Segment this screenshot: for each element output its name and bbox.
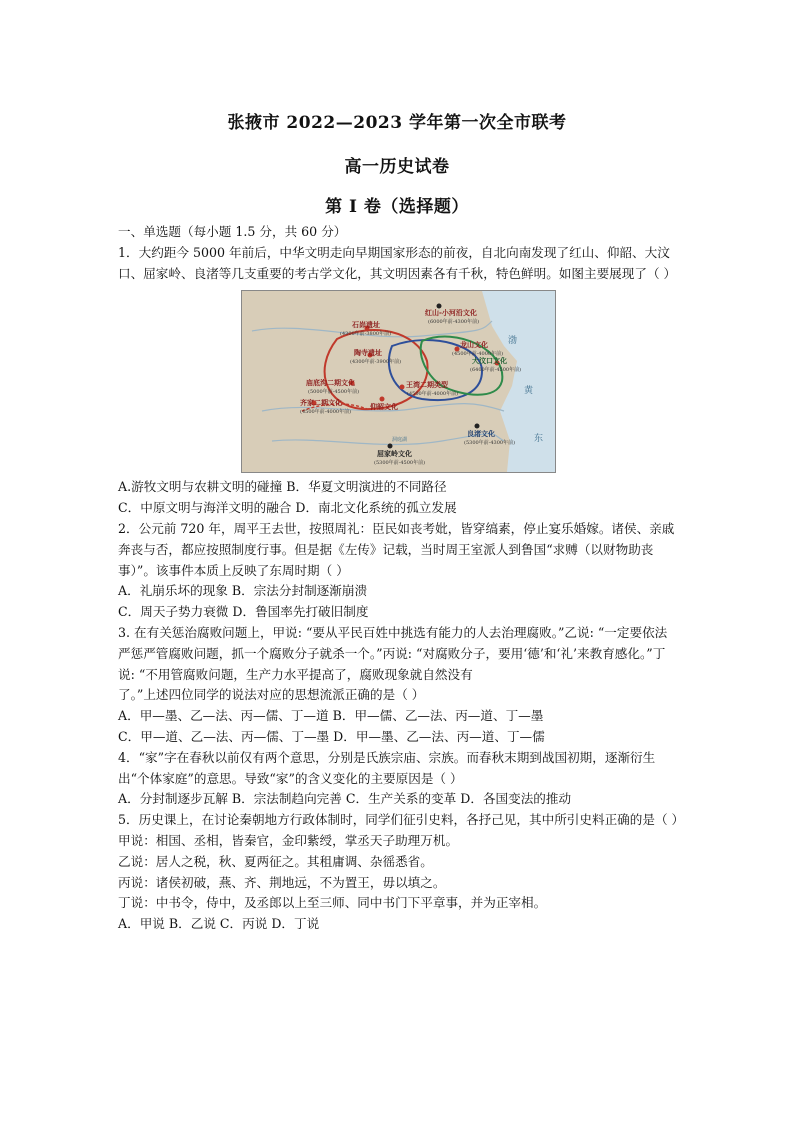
map-label: (4500年前-4000年前) (452, 351, 504, 358)
map-label: (5000年前-4500年前) (308, 389, 360, 396)
exam-title: 张掖市 2022—2023 学年第一次全市联考 (227, 113, 567, 133)
q5-stem: 5．历史课上，在讨论秦朝地方行政体制时，同学们征引史料，各抒己见，其中所引史料正确的是（ ） (118, 812, 685, 828)
map-label: 齐家二期文化 (300, 398, 342, 408)
map-label: 石峁遗址 (352, 320, 380, 330)
map-label: (6400年前-4500年前) (470, 367, 522, 374)
q3-stem-line2: 了。”上述四位同学的说法对应的思想流派正确的是（ ） (118, 687, 425, 703)
map-label: (4500年前-4000年前) (300, 409, 352, 416)
q5-statement-ding: 丁说：中书令，侍中，及丞郎以上至三师、同中书门下平章事，并为正宰相。 (118, 895, 547, 911)
map-label: 屈家岭文化 (377, 449, 412, 459)
q5-statement-yi: 乙说：居人之税，秋、夏两征之。其租庸调、杂徭悉省。 (118, 853, 433, 869)
map-label: 仰韶文化 (370, 402, 398, 412)
map-label: (4500年前-4000年前) (407, 391, 459, 398)
q2-options-line2: C．周天子势力衰微 D．鲁国率先打破旧制度 (118, 604, 369, 620)
q1-options-line1: A.游牧文明与农耕文明的碰撞 B．华夏文明演进的不同路径 (118, 479, 447, 495)
q5-options: A．甲说 B．乙说 C．丙说 D．丁说 (118, 916, 320, 932)
map-label: 大汶口文化 (472, 356, 507, 366)
map-label: (4300年前-3900年前) (350, 359, 402, 366)
section-intro: 一、单选题（每小题 1.5 分，共 60 分） (118, 224, 347, 239)
q4-options: A．分封制逐步瓦解 B．宗法制趋向完善 C．生产关系的变革 D．各国变法的推动 (118, 791, 572, 807)
q2-options-line1: A．礼崩乐坏的现象 B．宗法分封制逐渐崩溃 (118, 583, 368, 599)
map-label: 红山-小河沿文化 (425, 308, 477, 318)
q3-stem-line1: 3. 在有关惩治腐败问题上，甲说: “要从平民百姓中挑选有能力的人去治理腐败。”乙说: “一定要依法严惩严管腐败问题，抓一个腐败分子就杀一个。”丙说: “对腐败分子，要用‘德’和‘礼’来教育感化。”丁说: “不用管腐败问题，生产力水平提高了，腐败现象就自然没有 (118, 624, 668, 682)
map-sea-label: 东 (534, 434, 544, 445)
map-sea-label: 黄 (524, 386, 534, 397)
site-dot (388, 444, 393, 449)
map-label: 庙底沟二期文化 (306, 378, 355, 388)
map-label: 良渚文化 (467, 429, 495, 439)
questions-body (118, 222, 685, 935)
culture-map (241, 290, 556, 473)
map-label: (4300年前-3800年前) (340, 331, 392, 338)
map-label: 陶寺遗址 (354, 348, 382, 358)
map-label: (5300年前-4500年前) (374, 460, 426, 467)
site-dot (380, 397, 385, 402)
map-lake-label: 洞庭湖 (392, 437, 408, 444)
site-dot (400, 385, 405, 390)
site-dot (475, 424, 480, 429)
map-label: 王湾二期类型 (406, 380, 448, 390)
map-label: (5300年前-4300年前) (464, 440, 516, 447)
q1-stem: 1．大约距今 5000 年前后，中华文明走向早期国家形态的前夜，自北向南发现了红山、仰韶、大汶口、屈家岭、良渚等几支重要的考古学文化，其文明因素各有千秋，特色鲜明。如图主要展现了（ ） (118, 244, 677, 281)
q5-statement-jia: 甲说：相国、丞相，皆秦官，金印紫绶，掌丞天子助理万机。 (118, 832, 459, 848)
map-sea-label: 渤 (508, 336, 518, 347)
q3-options-line1: A．甲—墨、乙—法、丙—儒、丁—道 B．甲—儒、乙—法、丙—道、丁—墨 (118, 708, 544, 724)
exam-subtitle: 高一历史试卷 (344, 157, 450, 177)
q1-options-line2: C．中原文明与海洋文明的融合 D．南北文化系统的孤立发展 (118, 500, 457, 516)
map-label: (6000年前-4300年前) (428, 319, 480, 326)
q4-stem: 4．“家”字在春秋以前仅有两个意思，分别是氏族宗庙、宗族。而春秋末期到战国初期，逐渐衍生出“个体家庭”的意思。导致“家”的含义变化的主要原因是（ ） (118, 749, 656, 786)
q2-stem: 2．公元前 720 年，周平王去世，按照周礼：臣民如丧考妣，皆穿缟素，停止宴乐婚嫁。诸侯、亲戚奔丧与否，都应按照制度行事。但是据《左传》记载，当时周王室派人到鲁国“求赙（以财物助丧事）”。该事件本质上反映了东周时期（ ） (118, 520, 675, 578)
map-label: 龙山文化 (460, 340, 488, 350)
q3-options-line2: C．甲—道、乙—法、丙—儒、丁—墨 D．甲—墨、乙—法、丙—道、丁—儒 (118, 728, 545, 744)
section-title: 第 I 卷（选择题） (325, 197, 469, 217)
q5-statement-bing: 丙说：诸侯初破，燕、齐、荆地远，不为置王，毋以填之。 (118, 874, 446, 890)
